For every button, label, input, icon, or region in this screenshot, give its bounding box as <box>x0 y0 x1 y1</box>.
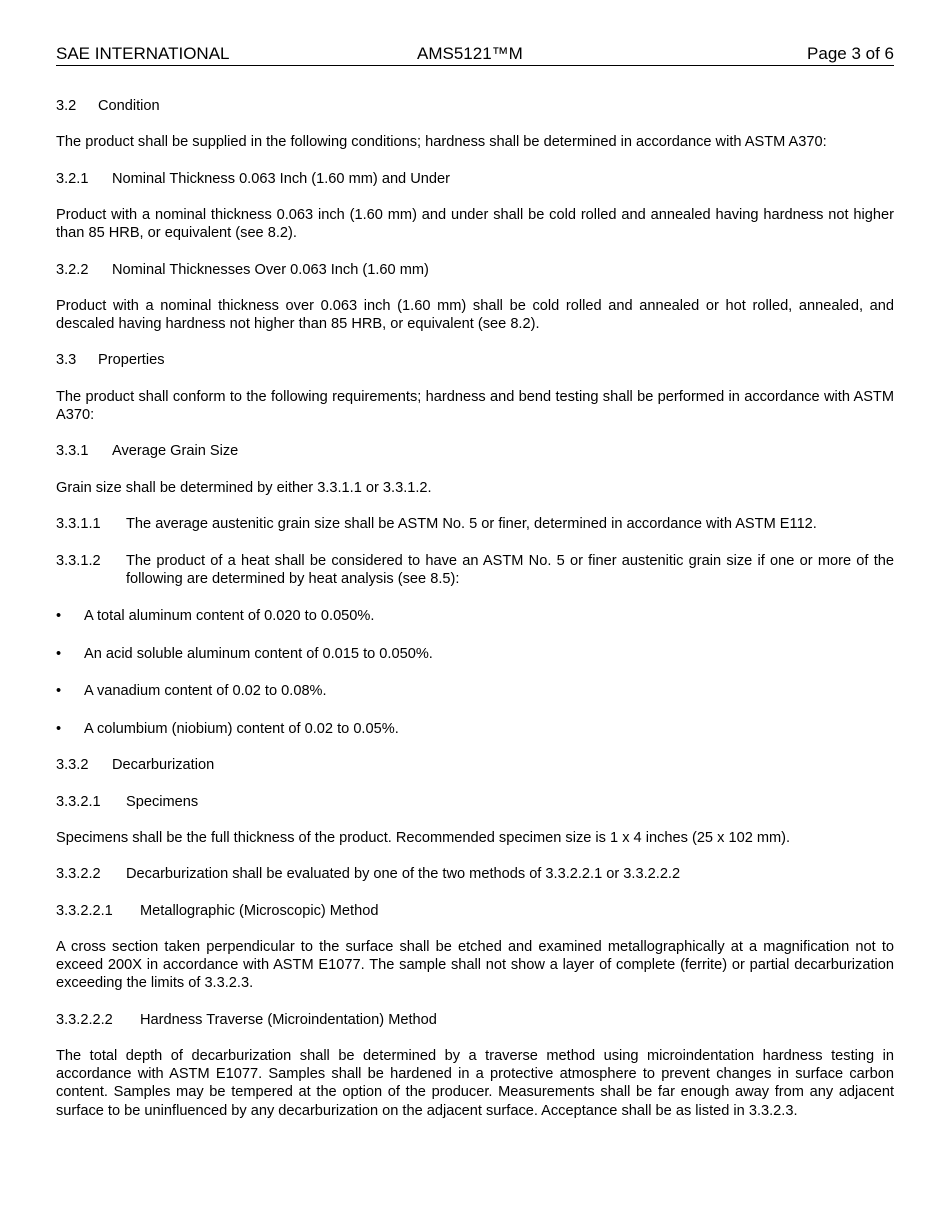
section-title: Properties <box>98 352 165 368</box>
section-number: 3.3.1 <box>56 443 89 459</box>
bullet-item <box>56 682 894 700</box>
header-organization: SAE INTERNATIONAL <box>56 44 230 63</box>
section-title: Decarburization <box>112 757 215 773</box>
section-number: 3.3.2.2.2 <box>56 1012 113 1028</box>
page-header <box>56 43 894 66</box>
clause-text: Decarburization shall be evaluated by one of the two methods of 3.3.2.2.1 or 3.3.2.2.2 <box>126 866 681 882</box>
clause-number: 3.3.2.2 <box>56 866 101 882</box>
section-title: Metallographic (Microscopic) Method <box>140 903 379 919</box>
section-heading-3-2 <box>56 97 894 115</box>
paragraph-3-3: The product shall conform to the following requirements; hardness and bend testing shall be performed in accordance with ASTM A370: <box>56 389 894 424</box>
bullet-symbol: • <box>56 683 62 699</box>
paragraph-3-2: The product shall be supplied in the following conditions; hardness shall be determined in accordance with ASTM A370: <box>56 134 827 150</box>
paragraph-3-3-2-2-1: A cross section taken perpendicular to the surface shall be etched and examined metallographically at a magnification not to exceed 200X in accordance with ASTM E1077. The sample shall not show a layer of complete (ferrite) or partial decarburization exceeding the limits of 3.3.2.3. <box>56 939 894 992</box>
clause-text: The average austenitic grain size shall be ASTM No. 5 or finer, determined in accordance with ASTM E112. <box>126 516 817 532</box>
clause-number: 3.3.1.1 <box>56 516 101 532</box>
section-number: 3.3.2 <box>56 757 89 773</box>
bullet-item <box>56 645 894 663</box>
bullet-text: An acid soluble aluminum content of 0.015 to 0.050%. <box>84 646 433 662</box>
section-number: 3.2.1 <box>56 171 89 187</box>
clause-text: The product of a heat shall be considered to have an ASTM No. 5 or finer austenitic grain size if one or more of the following are determined by heat analysis (see 8.5): <box>126 553 894 588</box>
page-content <box>56 0 894 1230</box>
bullet-text: A columbium (niobium) content of 0.02 to 0.05%. <box>84 721 399 737</box>
clause-3-3-1-2 <box>56 552 894 588</box>
paragraph-3-3-1: Grain size shall be determined by either 3.3.1.1 or 3.3.1.2. <box>56 480 432 496</box>
section-number: 3.3.2.1 <box>56 794 101 810</box>
bullet-symbol: • <box>56 608 62 624</box>
paragraph-3-3-2-2-2: The total depth of decarburization shall be determined by a traverse method using microindentation hardness testing in accordance with ASTM E1077. Samples shall be hardened in a protective atmosphere to prevent changes in surface carbon content. Samples may be tempered at the option of the producer. Measurements shall be far enough away from any adjacent surface to be uninfluenced by any decarburization on the adjacent surface. Acceptance shall be as listed in 3.3.2.3. <box>56 1048 894 1119</box>
section-number: 3.3 <box>56 352 77 368</box>
bullet-item <box>56 607 894 625</box>
section-heading-3-3-2-2-2 <box>56 1011 894 1029</box>
section-number: 3.2.2 <box>56 262 89 278</box>
clause-3-3-2-2 <box>56 865 894 883</box>
paragraph-3-3-2-1: Specimens shall be the full thickness of the product. Recommended specimen size is 1 x 4 inches (25 x 102 mm). <box>56 830 791 846</box>
section-title: Condition <box>98 98 160 114</box>
section-number: 3.2 <box>56 98 77 114</box>
section-heading-3-3-2 <box>56 756 894 774</box>
section-heading-3-3-2-2-1 <box>56 902 894 920</box>
section-title: Specimens <box>126 794 199 810</box>
bullet-item <box>56 720 894 738</box>
header-page-number: Page 3 of 6 <box>807 44 894 63</box>
section-heading-3-3-1 <box>56 442 894 460</box>
section-title: Nominal Thickness 0.063 Inch (1.60 mm) and Under <box>112 171 450 187</box>
bullet-text: A vanadium content of 0.02 to 0.08%. <box>84 683 327 699</box>
section-number: 3.3.2.2.1 <box>56 903 113 919</box>
bullet-symbol: • <box>56 721 62 737</box>
bullet-symbol: • <box>56 646 62 662</box>
bullet-text: A total aluminum content of 0.020 to 0.050%. <box>84 608 375 624</box>
section-title: Hardness Traverse (Microindentation) Method <box>140 1012 437 1028</box>
section-heading-3-2-2 <box>56 261 894 279</box>
section-title: Nominal Thicknesses Over 0.063 Inch (1.60 mm) <box>112 262 429 278</box>
section-heading-3-3 <box>56 351 894 369</box>
section-heading-3-2-1 <box>56 170 894 188</box>
section-heading-3-3-2-1 <box>56 793 894 811</box>
paragraph-3-2-2: Product with a nominal thickness over 0.063 inch (1.60 mm) shall be cold rolled and annealed or hot rolled, annealed, and descaled having hardness not higher than 85 HRB, or equivalent (see 8.2). <box>56 298 894 333</box>
clause-3-3-1-1 <box>56 515 894 533</box>
section-title: Average Grain Size <box>112 443 239 459</box>
header-document-id: AMS5121™M <box>417 44 523 63</box>
clause-number: 3.3.1.2 <box>56 553 101 569</box>
paragraph-3-2-1: Product with a nominal thickness 0.063 inch (1.60 mm) and under shall be cold rolled and annealed having hardness not higher than 85 HRB, or equivalent (see 8.2). <box>56 207 894 242</box>
